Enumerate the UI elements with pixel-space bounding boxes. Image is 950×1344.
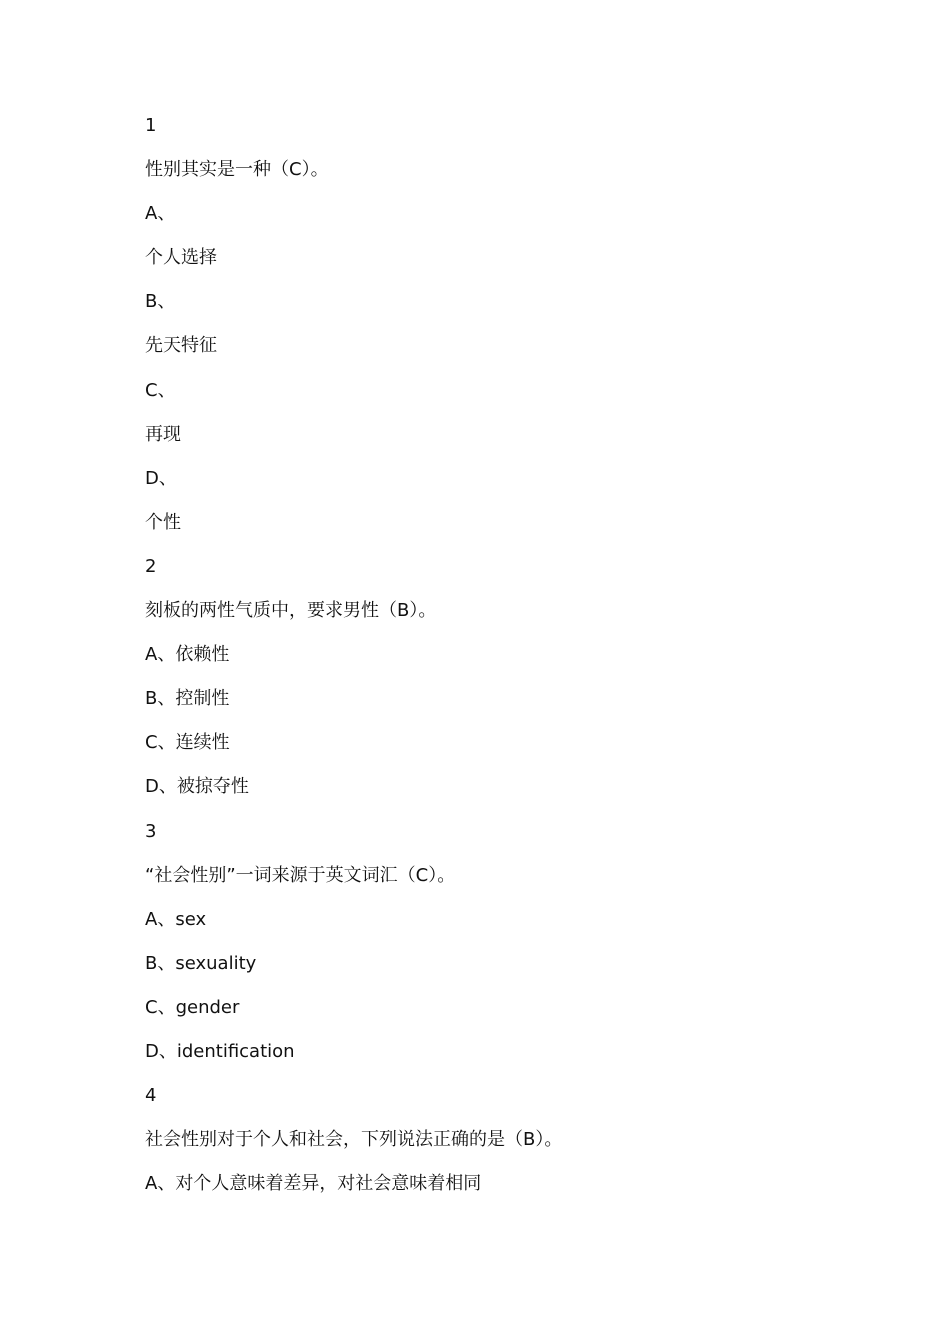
- option-label: C、: [145, 379, 176, 401]
- option-text: 个性: [145, 511, 181, 533]
- question-text: “社会性别”一词来源于英文词汇（C）。: [145, 864, 456, 886]
- option-label: B、: [145, 291, 176, 313]
- option-line: B、sexuality: [145, 952, 257, 974]
- option-line: A、依赖性: [145, 644, 230, 666]
- question-text: 性别其实是一种（C）。: [145, 159, 329, 181]
- question-text: 社会性别对于个人和社会，下列说法正确的是（B）。: [145, 1129, 563, 1151]
- option-label: A、: [145, 203, 176, 225]
- question-number: 1: [145, 115, 157, 136]
- option-text: 再现: [145, 423, 181, 445]
- question-number: 4: [145, 1085, 157, 1107]
- option-text: 先天特征: [145, 335, 217, 357]
- option-line: B、控制性: [145, 688, 230, 710]
- option-line: C、连续性: [145, 732, 230, 754]
- option-line: D、identification: [145, 1040, 295, 1062]
- option-line: D、被掠夺性: [145, 776, 249, 798]
- option-line: C、gender: [145, 996, 240, 1018]
- question-number: 2: [145, 555, 157, 577]
- option-text: 个人选择: [145, 247, 217, 269]
- question-text: 刻板的两性气质中，要求男性（B）。: [145, 600, 437, 622]
- question-list: [145, 114, 905, 1216]
- question-number: 3: [145, 820, 157, 842]
- option-line: A、sex: [145, 908, 207, 930]
- option-label: D、: [145, 467, 177, 489]
- option-line: A、对个人意味着差异，对社会意味着相同: [145, 1173, 482, 1195]
